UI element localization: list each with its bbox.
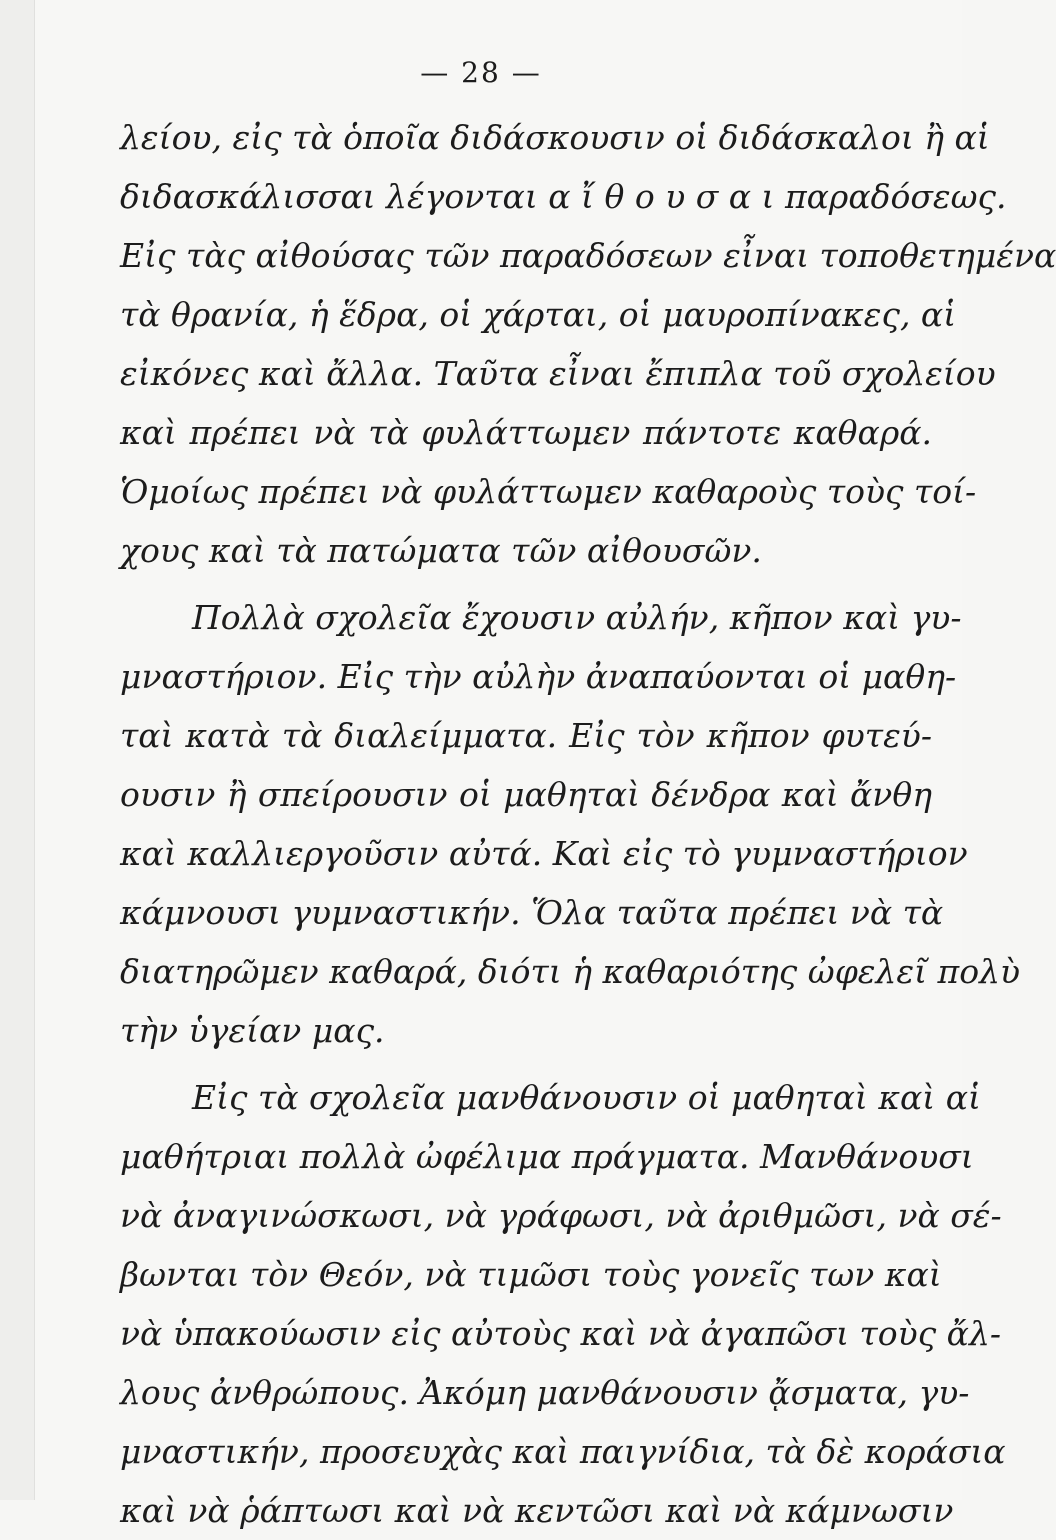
text-line: χους καὶ τὰ πατώματα τῶν αἰθουσῶν. xyxy=(120,531,762,570)
text-line: Εἰς τὰς αἰθούσας τῶν παραδόσεων εἶναι τοποθετημένα xyxy=(120,236,1056,275)
text-line: Εἰς τὰ σχολεῖα μανθάνουσιν οἱ μαθηταὶ καὶ αἱ xyxy=(192,1078,981,1117)
text-line: νὰ ἀναγινώσκωσι, νὰ γράφωσι, νὰ ἀριθμῶσι, νὰ σέ- xyxy=(120,1196,1002,1235)
text-line: λείου, εἰς τὰ ὁποῖα διδάσκουσιν οἱ διδάσκαλοι ἢ αἱ xyxy=(120,118,990,157)
text-line: Ὁμοίως πρέπει νὰ φυλάττωμεν καθαροὺς τοὺς τοί- xyxy=(120,472,977,511)
page-margin-edge xyxy=(0,0,35,1500)
text-line: νὰ ὑπακούωσιν εἰς αὐτοὺς καὶ νὰ ἀγαπῶσι τοὺς ἄλ- xyxy=(120,1314,1002,1353)
text-line: διδασκάλισσαι λέγονται α ἴ θ ο υ σ α ι παραδόσεως. xyxy=(120,177,1007,216)
text-line: Πολλὰ σχολεῖα ἔχουσιν αὐλήν, κῆπον καὶ γυ- xyxy=(192,598,962,637)
text-line: μαθήτριαι πολλὰ ὠφέλιμα πράγματα. Μανθάνουσι xyxy=(120,1137,974,1176)
page-number: — 28 — xyxy=(420,56,542,89)
text-line: ουσιν ἢ σπείρουσιν οἱ μαθηταὶ δένδρα καὶ ἄνθη xyxy=(120,775,932,814)
text-line: καὶ καλλιεργοῦσιν αὐτά. Καὶ εἰς τὸ γυμναστήριον xyxy=(120,834,968,873)
text-line: καὶ νὰ ῥάπτωσι καὶ νὰ κεντῶσι καὶ νὰ κάμνωσιν xyxy=(120,1491,954,1530)
text-line: καὶ πρέπει νὰ τὰ φυλάττωμεν πάντοτε καθαρά. xyxy=(120,413,932,452)
text-line: μναστικήν, προσευχὰς καὶ παιγνίδια, τὰ δὲ κοράσια xyxy=(120,1432,1006,1471)
text-line: διατηρῶμεν καθαρά, διότι ἡ καθαριότης ὠφελεῖ πολὺ xyxy=(120,952,1021,991)
text-line: λους ἀνθρώπους. Ἀκόμη μανθάνουσιν ᾄσματα, γυ- xyxy=(120,1373,970,1412)
text-line: ταὶ κατὰ τὰ διαλείμματα. Εἰς τὸν κῆπον φυτεύ- xyxy=(120,716,932,755)
text-line: κάμνουσι γυμναστικήν. Ὅλα ταῦτα πρέπει νὰ τὰ xyxy=(120,893,944,932)
text-line: βωνται τὸν Θεόν, νὰ τιμῶσι τοὺς γονεῖς των καὶ xyxy=(120,1255,942,1294)
body-text xyxy=(120,108,1056,1540)
text-line: εἰκόνες καὶ ἄλλα. Ταῦτα εἶναι ἔπιπλα τοῦ σχολείου xyxy=(120,354,996,393)
paragraph xyxy=(120,1068,1006,1540)
paragraph xyxy=(120,588,1021,1060)
text-line: τὰ θρανία, ἡ ἕδρα, οἱ χάρται, οἱ μαυροπίνακες, αἱ xyxy=(120,295,957,334)
text-line: μναστήριον. Εἰς τὴν αὐλὴν ἀναπαύονται οἱ μαθη- xyxy=(120,657,957,696)
text-line: τὴν ὑγείαν μας. xyxy=(120,1011,385,1050)
paragraph xyxy=(120,108,1056,580)
